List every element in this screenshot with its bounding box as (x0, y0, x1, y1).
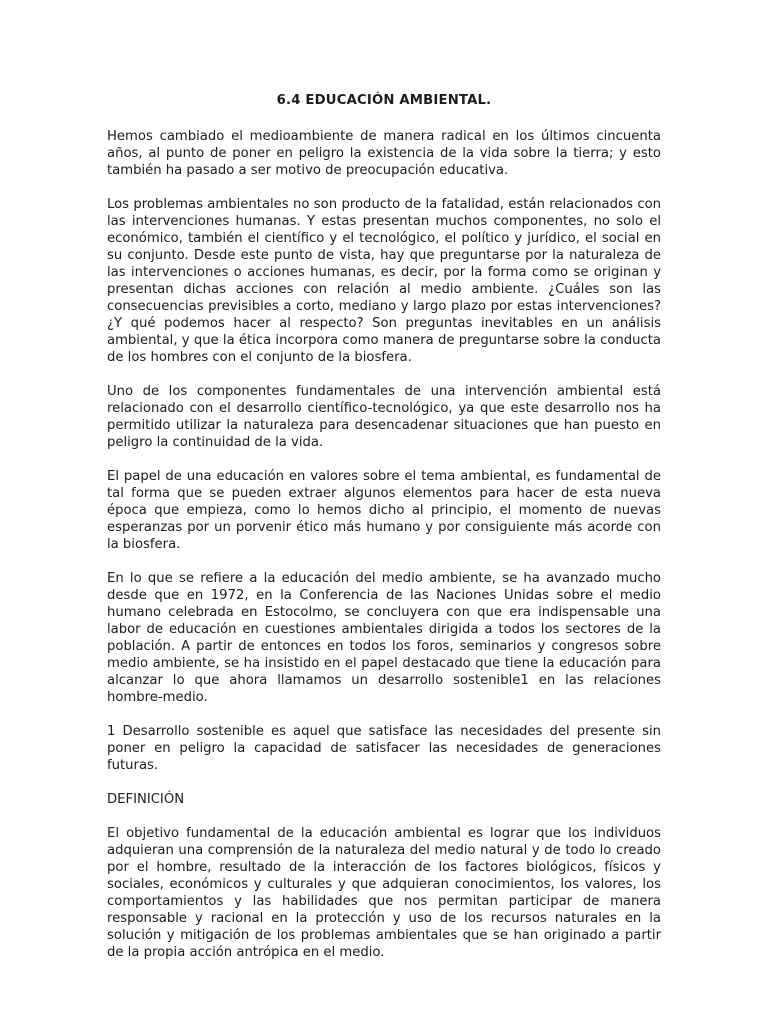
paragraph-intro: Hemos cambiado el medioambiente de manera radical en los últimos cincuenta años, al punto de poner en peligro la existencia de la vida sobre la tierra; y esto también ha pasado a ser motivo de preocupación educativa. (107, 129, 661, 178)
document-title: 6.4 EDUCACIÓN AMBIENTAL. (276, 93, 492, 108)
paragraph-definition: El objetivo fundamental de la educación ambiental es lograr que los individuos adquieran una comprensión de la naturaleza del medio natural y de todo lo creado por el hombre, resultado de la interacción de los factores biológicos, físicos y sociales, económicos y culturales y que adquieran conocimientos, los valores, los comportamientos y las habilidades que nos permitan participar de manera responsable y racional en la protección y uso de los recursos naturales en la solución y mitigación de los problemas ambientales que se han originado a partir de la propia acción antrópica en el medio. (107, 826, 661, 960)
paragraph-environmental-problems: Los problemas ambientales no son producto de la fatalidad, están relacionados con las intervenciones humanas. Y estas presentan muchos componentes, no solo el económico, también el científico y el tecnológico, el político y jurídico, el social en su conjunto. Desde este punto de vista, hay que preguntarse por la naturaleza de las intervenciones o acciones humanas, es decir, por la forma como se originan y presentan dichas acciones con relación al medio ambiente. ¿Cuáles son las consecuencias previsibles a corto, mediano y largo plazo por estas intervenciones? ¿Y qué podemos hacer al respecto? Son preguntas inevitables en un análisis ambiental, y que la ética incorpora como manera de preguntarse sobre la conducta de los hombres con el conjunto de la biosfera. (107, 197, 661, 365)
section-heading-definition: DEFINICIÓN (107, 792, 185, 807)
paragraph-values-education: El papel de una educación en valores sobre el tema ambiental, es fundamental de tal forma que se pueden extraer algunos elementos para hacer de esta nueva época que empieza, como lo hemos dicho al principio, el momento de nuevas esperanzas por un porvenir ético más humano y por consiguiente más acorde con la biosfera. (107, 469, 661, 552)
footnote: 1 Desarrollo sostenible es aquel que satisface las necesidades del presente sin poner en peligro la capacidad de satisfacer las necesidades de generaciones futuras. (107, 724, 661, 773)
paragraph-stockholm-conference: En lo que se refiere a la educación del medio ambiente, se ha avanzado mucho desde que en 1972, en la Conferencia de las Naciones Unidas sobre el medio humano celebrada en Estocolmo, se concluyera con que era indispensable una labor de educación en cuestiones ambientales dirigida a todos los sectores de la población. A partir de entonces en todos los foros, seminarios y congresos sobre medio ambiente, se ha insistido en el papel destacado que tiene la educación para alcanzar lo que ahora llamamos un desarrollo sostenible1 en las relaciones hombre-medio. (107, 571, 661, 705)
paragraph-scientific-development: Uno de los componentes fundamentales de una intervención ambiental está relacionado con el desarrollo científico-tecnológico, ya que este desarrollo nos ha permitido utilizar la naturaleza para desencadenar situaciones que han puesto en peligro la continuidad de la vida. (107, 384, 661, 450)
